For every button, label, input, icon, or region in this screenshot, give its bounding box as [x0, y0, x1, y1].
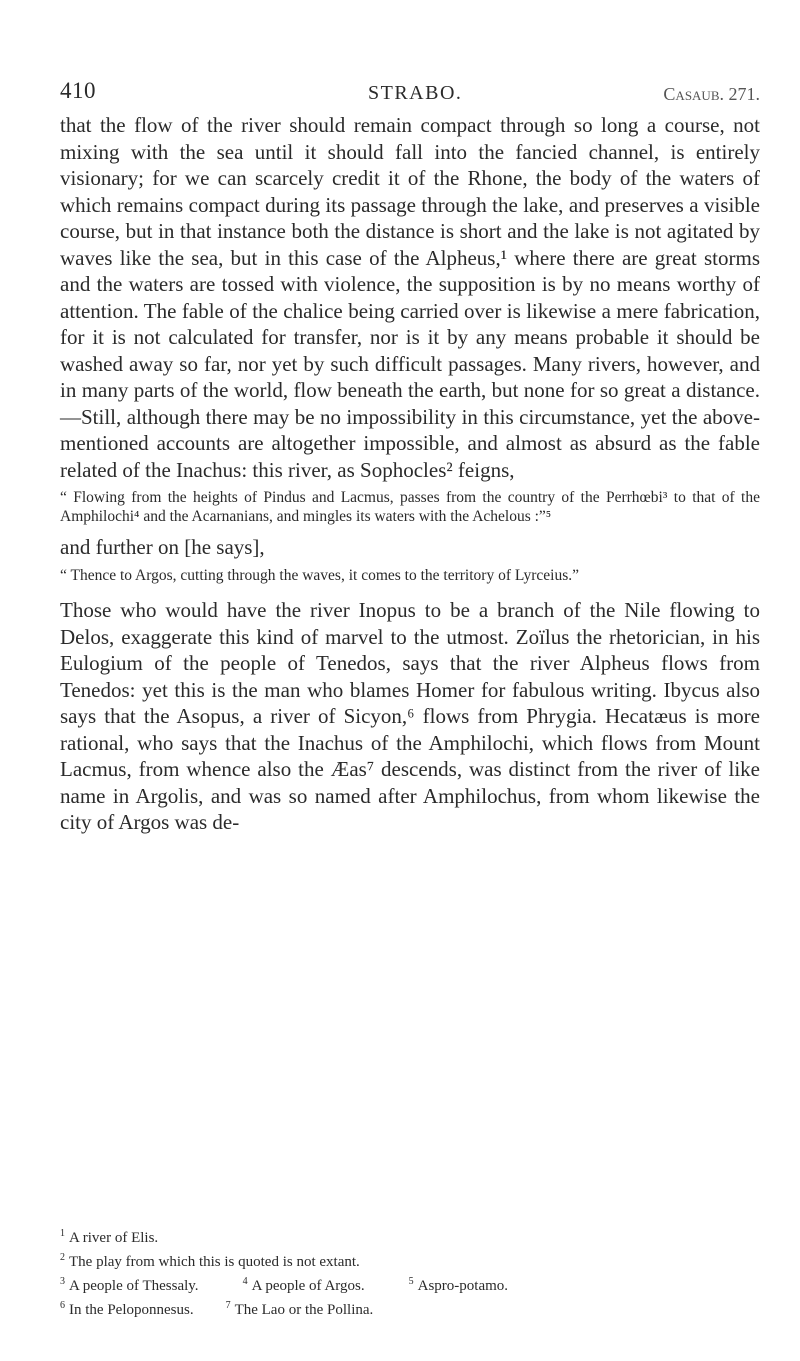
page-header [60, 78, 760, 108]
edition-reference: Casaub. 271. [663, 84, 760, 104]
footnote [60, 1296, 194, 1320]
page-number: 410 [60, 78, 96, 103]
footnote [60, 1224, 158, 1248]
footnote-mark: 5 [408, 1276, 414, 1287]
footnote [237, 1272, 365, 1296]
paragraph: Those who would have the river Inopus to be a branch of the Nile flowing to Delos, exaggerate this kind of marvel to the utmost. Zoïlus the rhetorician, in his Eulogium of the people of Tenedos, says that the river Alpheus flows from Tenedos: yet this is the man who blames Homer for fabulous writing. Ibycus also says that the Asopus, a river of Sicyon,⁶ flows from Phrygia. Hecatæus is more rational, who says that the Inachus of the Amphilochi, which flows from Mount Lacmus, from whence also the Æas⁷ descends, was distinct from the river of like name in Argolis, and was so named after Amphilochus, from whom likewise the city of Argos was de- [60, 598, 760, 834]
footnote-line [60, 1248, 760, 1272]
footnote-line [60, 1296, 760, 1320]
footnote-text: Aspro-potamo. [417, 1278, 509, 1294]
footnote-text: The Lao or the Pollina. [234, 1302, 374, 1318]
footnote-mark: 7 [225, 1300, 231, 1311]
footnote-line [60, 1272, 760, 1296]
running-title: STRABO. [368, 82, 463, 104]
footnote [403, 1272, 508, 1296]
footnote-mark: 4 [242, 1276, 248, 1287]
footnote [220, 1296, 374, 1320]
paragraph: and further on [he says], [60, 535, 265, 559]
footnote-line [60, 1224, 760, 1248]
footnotes [60, 1224, 760, 1320]
footnote-mark: 3 [60, 1276, 65, 1287]
block-quote: “ Flowing from the heights of Pindus and Lacmus, passes from the country of the Perrhœbi³ to that of the Amphilochi⁴ and the Acarnanians, and mingles its waters with the Achelous :”⁵ [60, 489, 760, 525]
footnote-text: The play from which this is quoted is not extant. [69, 1254, 360, 1270]
footnote-mark: 1 [60, 1228, 65, 1239]
footnote-mark: 2 [60, 1252, 65, 1263]
footnote-text: In the Peloponnesus. [69, 1302, 194, 1318]
footnote-mark: 6 [60, 1300, 65, 1311]
footnote [60, 1272, 199, 1296]
footnote [60, 1248, 360, 1272]
footnote-text: A people of Thessaly. [69, 1278, 199, 1294]
footnote-text: A people of Argos. [251, 1278, 365, 1294]
block-quote: “ Thence to Argos, cutting through the waves, it comes to the territory of Lyrceius.” [60, 566, 579, 584]
main-text [60, 112, 760, 836]
footnote-text: A river of Elis. [69, 1230, 159, 1246]
paragraph: that the flow of the river should remain compact through so long a course, not mixing with the sea until it should fall into the fancied channel, is entirely visionary; for we can scarcely credit it of the Rhone, the body of the waters of which remains compact during its passage through the lake, and preserves a visible course, but in that instance both the distance is short and the lake is not agitated by waves like the sea, but in this case of the Alpheus,¹ where there are great storms and the waters are tossed with violence, the supposition is by no means worthy of attention. The fable of the chalice being carried over is likewise a mere fabrication, for it is not calculated for transfer, nor is it by any means probable it should be washed away so far, nor yet by such difficult passages. Many rivers, however, and in many parts of the world, flow beneath the earth, but none for so great a distance.—Still, although there may be no impossibility in this circumstance, yet the above-mentioned accounts are altogether impossible, and almost as absurd as the fable related of the Inachus: this river, as Sophocles² feigns, [60, 113, 760, 482]
